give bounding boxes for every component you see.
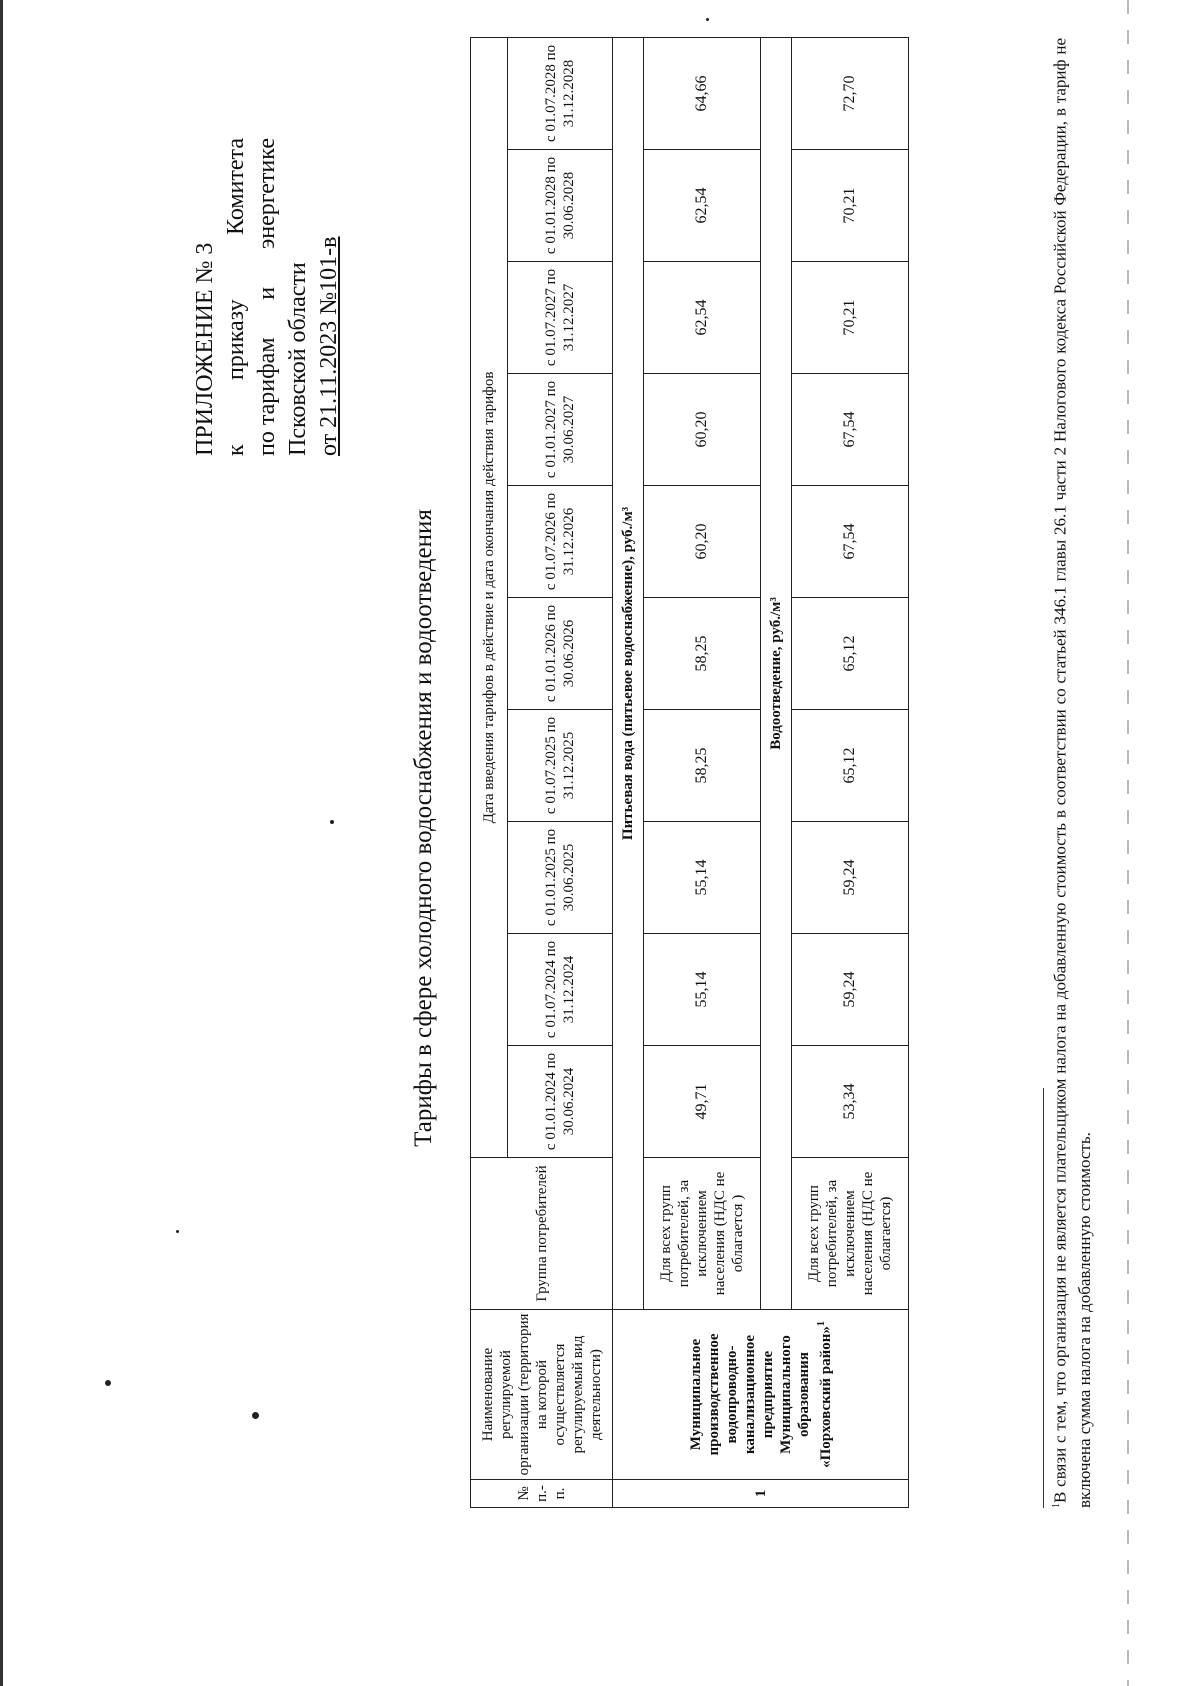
tariff-value: 62,54 (644, 262, 761, 374)
tariff-value: 53,34 (792, 1046, 909, 1158)
appendix-order-ref: от 21.11.2023 №101-в (316, 236, 342, 456)
tariff-value: 58,25 (644, 710, 761, 822)
scan-edge-right (1127, 0, 1129, 1686)
section-row-drinking-water (613, 37, 644, 1507)
tariff-value: 59,24 (792, 822, 909, 934)
header-period: с 01.07.2027 по 31.12.2027 (508, 262, 613, 374)
appendix-word: и (254, 286, 280, 300)
tariff-value: 70,21 (792, 262, 909, 374)
tariff-value: 60,20 (644, 374, 761, 486)
tariff-value: 62,54 (644, 150, 761, 262)
tariff-value: 64,66 (644, 37, 761, 149)
appendix-line-2 (221, 138, 252, 456)
table-row (792, 37, 909, 1507)
rotated-page (0, 28, 1094, 1628)
tariff-table (470, 37, 909, 1508)
appendix-word: приказу (223, 299, 249, 380)
tariff-value: 70,21 (792, 150, 909, 262)
header-period: с 01.01.2024 по 30.06.2024 (508, 1046, 613, 1158)
consumer-group-cell: Для всех групп потребителей, за исключением населения (НДС не облагается ) (644, 1158, 761, 1310)
header-period: с 01.07.2025 по 31.12.2025 (508, 710, 613, 822)
appendix-word: к (223, 444, 249, 456)
organization-cell (613, 1310, 909, 1480)
tariff-value: 55,14 (644, 822, 761, 934)
appendix-word: Комитета (223, 138, 249, 235)
footnote-text: В связи с тем, что организация не является плательщиком налога на добавленную стоимость в соответствии со статьей 346.1 главы 26.1 части 2 Налогового кодекса Российской Федерации, в тариф не включена сумма налога на добавленную стоимость. (1050, 38, 1094, 1508)
appendix-block (190, 138, 345, 456)
header-period: с 01.01.2025 по 30.06.2025 (508, 822, 613, 934)
footnote-mark: 1 (1051, 1503, 1062, 1508)
row-number: 1 (613, 1480, 909, 1508)
footnote (1045, 38, 1097, 1508)
tariff-value: 60,20 (644, 486, 761, 598)
footnote-divider (1043, 1088, 1044, 1508)
appendix-word: энергетике (254, 138, 280, 250)
header-period: с 01.01.2027 по 30.06.2027 (508, 374, 613, 486)
footnote-mark: 1 (815, 1321, 827, 1327)
organization-name: Муниципальное производственное водопроводно-канализационное предприятие Муниципального образования «Порховский район» (687, 1326, 834, 1468)
tariff-value: 65,12 (792, 710, 909, 822)
appendix-title: ПРИЛОЖЕНИЕ № 3 (192, 242, 218, 456)
scan-speck (706, 18, 709, 21)
tariff-value: 59,24 (792, 934, 909, 1046)
table-header-row (471, 37, 508, 1507)
header-period: с 01.07.2024 по 31.12.2024 (508, 934, 613, 1046)
appendix-word: по тарифам (254, 337, 280, 456)
header-organization: Наименование регулируемой организации (территория на которой осуществляется регулируемый вид деятельности) (471, 1310, 613, 1480)
tariff-value: 49,71 (644, 1046, 761, 1158)
appendix-line-3 (252, 138, 283, 456)
table-row (644, 37, 761, 1507)
tariff-value: 65,12 (792, 598, 909, 710)
tariff-value: 67,54 (792, 374, 909, 486)
document-title: Тарифы в сфере холодного водоснабжения и водоотведения (410, 509, 437, 1147)
tariff-value: 72,70 (792, 37, 909, 149)
section-title: Водоотведение, руб./м³ (761, 37, 792, 1309)
header-period: с 01.01.2026 по 30.06.2026 (508, 598, 613, 710)
section-title: Питьевая вода (питьевое водоснабжение), руб./м³ (613, 37, 644, 1309)
header-period: с 01.07.2028 по 31.12.2028 (508, 37, 613, 149)
appendix-line-4: Псковской области (285, 262, 311, 456)
header-dates-title: Дата введения тарифов в действие и дата окончания действия тарифов (471, 37, 508, 1157)
consumer-group-cell: Для всех групп потребителей, за исключением населения (НДС не облагается) (792, 1158, 909, 1310)
header-period: с 01.01.2028 по 30.06.2028 (508, 150, 613, 262)
header-consumer-group: Группа потребителей (471, 1158, 613, 1310)
section-row-wastewater (761, 37, 792, 1507)
header-number: № п.-п. (471, 1480, 613, 1508)
tariff-value: 67,54 (792, 486, 909, 598)
tariff-value: 58,25 (644, 598, 761, 710)
tariff-value: 55,14 (644, 934, 761, 1046)
header-period: с 01.07.2026 по 31.12.2026 (508, 486, 613, 598)
